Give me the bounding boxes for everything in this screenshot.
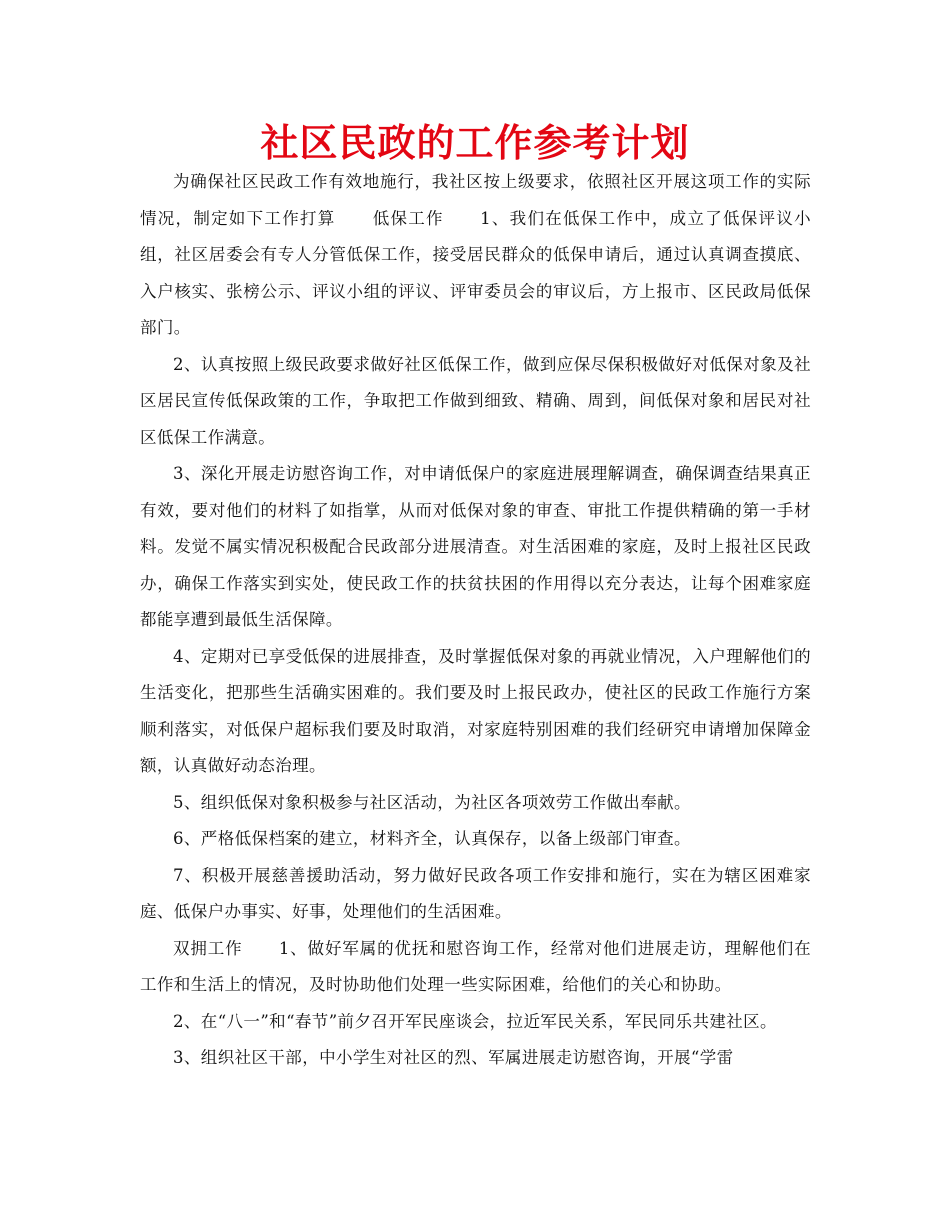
document-body <box>140 164 811 1077</box>
paragraph-dibao-3: 3、深化开展走访慰咨询工作，对申请低保户的家庭进展理解调查，确保调查结果真正有效，要对他们的材料了如指掌，从而对低保对象的审查、审批工作提供精确的第一手材料。发觉不属实情况积极配合民政部分进展清查。对生活困难的家庭，及时上报社区民政办，确保工作落实到实处，使民政工作的扶贫扶困的作用得以充分表达，让每个困难家庭都能享遭到最低生活保障。 <box>140 464 811 629</box>
section-heading-shuangyong: 双拥工作 <box>173 938 243 958</box>
paragraph-dibao-2: 2、认真按照上级民政要求做好社区低保工作，做到应保尽保积极做好对低保对象及社区居民宣传低保政策的工作，争取把工作做到细致、精确、周到，间低保对象和居民对社区低保工作满意。 <box>140 354 811 447</box>
shuangyong-item-1: 1、做好军属的优抚和慰咨询工作，经常对他们进展走访，理解他们在工作和生活上的情况，及时协助他们处理一些实际困难，给他们的关心和协助。 <box>140 938 811 994</box>
paragraph-dibao-6: 6、严格低保档案的建立，材料齐全，认真保存，以备上级部门审查。 <box>173 829 691 848</box>
paragraph-dibao-7: 7、积极开展慈善援助活动，努力做好民政各项工作安排和施行，实在为辖区困难家庭、低保户办事实、好事，处理他们的生活困难。 <box>140 865 811 921</box>
document-title: 社区民政的工作参考计划 <box>260 120 690 165</box>
intro-text: 为确保社区民政工作有效地施行，我社区按上级要求，依照社区开展这项工作的实际情况，制定如下工作打算 <box>140 172 811 228</box>
paragraph-intro <box>140 164 811 347</box>
section-heading-dibao: 低保工作 <box>371 208 444 228</box>
paragraph-dibao-4: 4、定期对已享受低保的进展排查，及时掌握低保对象的再就业情况，入户理解他们的生活变化，把那些生活确实困难的。我们要及时上报民政办，使社区的民政工作施行方案顺利落实，对低保户超标我们要及时取消，对家庭特别困难的我们经研究申请增加保障金额，认真做好动态治理。 <box>140 646 811 775</box>
paragraph-shuangyong-2: 2、在“八一”和“春节”前夕召开军民座谈会，拉近军民关系，军民同乐共建社区。 <box>173 1011 777 1031</box>
dibao-item-1: 1、我们在低保工作中，成立了低保评议小组，社区居委会有专人分管低保工作，接受居民群众的低保申请后，通过认真调查摸底、入户核实、张榜公示、评议小组的评议、评审委员会的审议后，方上报市、区民政局低保部门。 <box>140 208 811 337</box>
paragraph-shuangyong <box>140 931 811 1004</box>
paragraph-shuangyong-3: 3、组织社区干部，中小学生对社区的烈、军属进展走访慰咨询，开展“学雷 <box>173 1048 734 1067</box>
paragraph-dibao-5: 5、组织低保对象积极参与社区活动，为社区各项效劳工作做出奉献。 <box>173 792 691 812</box>
